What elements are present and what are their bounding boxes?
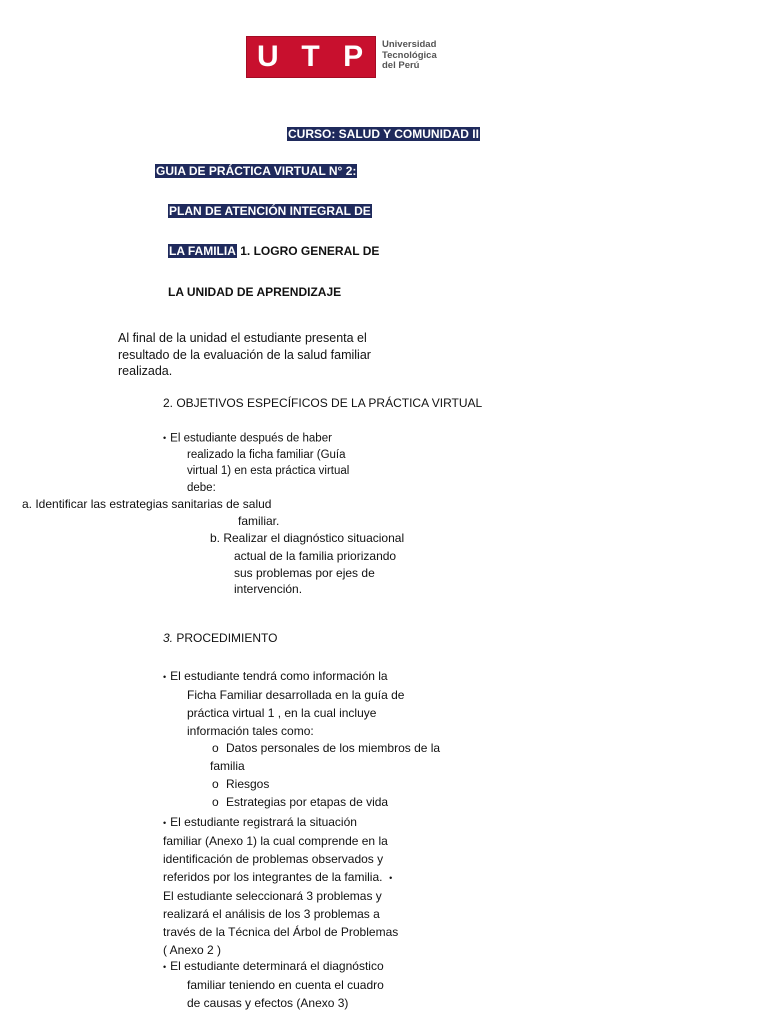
logo-name-line: Tecnológica xyxy=(382,49,437,61)
logo-name-line: Universidad xyxy=(382,39,437,50)
objectives-bullet-line: El estudiante después de haber xyxy=(170,432,332,445)
procedure-heading-text: PROCEDIMIENTO xyxy=(176,631,278,645)
circle-bullet-icon: o xyxy=(212,777,219,791)
objectives-bullet-line: realizado la ficha familiar (Guía xyxy=(187,448,346,461)
procedure-line: El estudiante registrará la situación xyxy=(170,815,357,829)
logo-letter: U xyxy=(256,40,280,73)
bullet-icon: • xyxy=(163,817,167,828)
procedure-line: El estudiante determinará el diagnóstico xyxy=(170,959,384,973)
objectives-bullet xyxy=(163,430,349,496)
bullet-icon: • xyxy=(389,872,393,883)
course-title-text: CURSO: SALUD Y COMUNIDAD II xyxy=(288,127,479,141)
sub-item: Riesgos xyxy=(226,777,270,791)
procedure-line: de causas y efectos (Anexo 3) xyxy=(187,995,349,1010)
sub-item: Datos personales de los miembros de la xyxy=(226,741,441,755)
bullet-icon: • xyxy=(163,671,167,682)
procedure-line: través de la Técnica del Árbol de Problemas xyxy=(163,924,399,939)
plan-title-text: PLAN DE ATENCIÓN INTEGRAL DE xyxy=(169,204,371,218)
plan-title-line2 xyxy=(168,244,379,258)
procedure-line: información tales como: xyxy=(187,723,314,738)
objectives-heading: 2. OBJETIVOS ESPECÍFICOS DE LA PRÁCTICA VIRTUAL xyxy=(163,396,483,410)
plan-title-text: LA FAMILIA xyxy=(169,244,236,258)
procedure-line: realizará el análisis de los 3 problemas a xyxy=(163,906,380,921)
logo-letter: T xyxy=(301,40,321,73)
bullet-icon: • xyxy=(163,961,167,972)
objectives-bullet-line: virtual 1) en esta práctica virtual xyxy=(187,465,350,478)
logo-mark xyxy=(246,36,376,78)
logro-heading-cont: LA UNIDAD DE APRENDIZAJE xyxy=(168,285,342,299)
sub-item: Estrategias por etapas de vida xyxy=(226,795,389,809)
logo-name-line: del Perú xyxy=(382,60,420,71)
procedure-line: El estudiante seleccionará 3 problemas y xyxy=(163,888,382,903)
procedure-sub-list xyxy=(212,739,440,811)
utp-logo xyxy=(246,36,446,78)
procedure-line: Ficha Familiar desarrollada en la guía de xyxy=(187,687,405,702)
procedure-line: identificación de problemas observados y xyxy=(163,851,384,866)
sub-item: familia xyxy=(210,759,245,773)
procedure-line: familiar (Anexo 1) la cual comprende en la xyxy=(163,833,388,848)
circle-bullet-icon: o xyxy=(212,795,219,809)
procedure-paragraph-1 xyxy=(163,667,404,740)
intro-paragraph xyxy=(118,330,371,380)
objective-b-line: intervención. xyxy=(234,582,303,596)
procedure-heading-num: 3. xyxy=(163,631,174,645)
logo-letter: P xyxy=(343,40,365,73)
procedure-line: ( Anexo 2 ) xyxy=(163,942,222,957)
procedure-paragraph-3 xyxy=(163,957,384,1012)
procedure-heading xyxy=(163,631,277,645)
intro-line: Al final de la unidad el estudiante presenta el xyxy=(118,331,367,345)
objective-b-cont xyxy=(234,548,396,598)
guide-title xyxy=(155,164,357,178)
guide-title-text: GUIA DE PRÁCTICA VIRTUAL N° 2: xyxy=(156,164,357,178)
objective-b: b. Realizar el diagnóstico situacional xyxy=(210,531,405,545)
procedure-line: práctica virtual 1 , en la cual incluye xyxy=(187,705,377,720)
objective-b-line: actual de la familia priorizando xyxy=(234,549,397,563)
objective-b-line: sus problemas por ejes de xyxy=(234,565,375,580)
objective-a: a. Identificar las estrategias sanitarias de salud xyxy=(22,497,272,511)
plan-title-line1 xyxy=(168,204,372,218)
procedure-line: familiar teniendo en cuenta el cuadro xyxy=(187,977,384,992)
course-title xyxy=(287,127,480,141)
procedure-line: referidos por los integrantes de la familia. xyxy=(163,869,383,884)
circle-bullet-icon: o xyxy=(212,741,219,755)
logro-heading: 1. LOGRO GENERAL DE xyxy=(240,244,380,258)
objectives-bullet-line: debe: xyxy=(187,481,216,494)
logo-university-name xyxy=(382,40,437,72)
objective-a-cont: familiar. xyxy=(238,514,280,528)
bullet-icon: • xyxy=(163,433,167,443)
procedure-paragraph-2 xyxy=(163,813,398,959)
procedure-line: El estudiante tendrá como información la xyxy=(170,669,388,683)
intro-line: realizada. xyxy=(118,364,173,378)
intro-line: resultado de la evaluación de la salud familiar xyxy=(118,347,371,362)
